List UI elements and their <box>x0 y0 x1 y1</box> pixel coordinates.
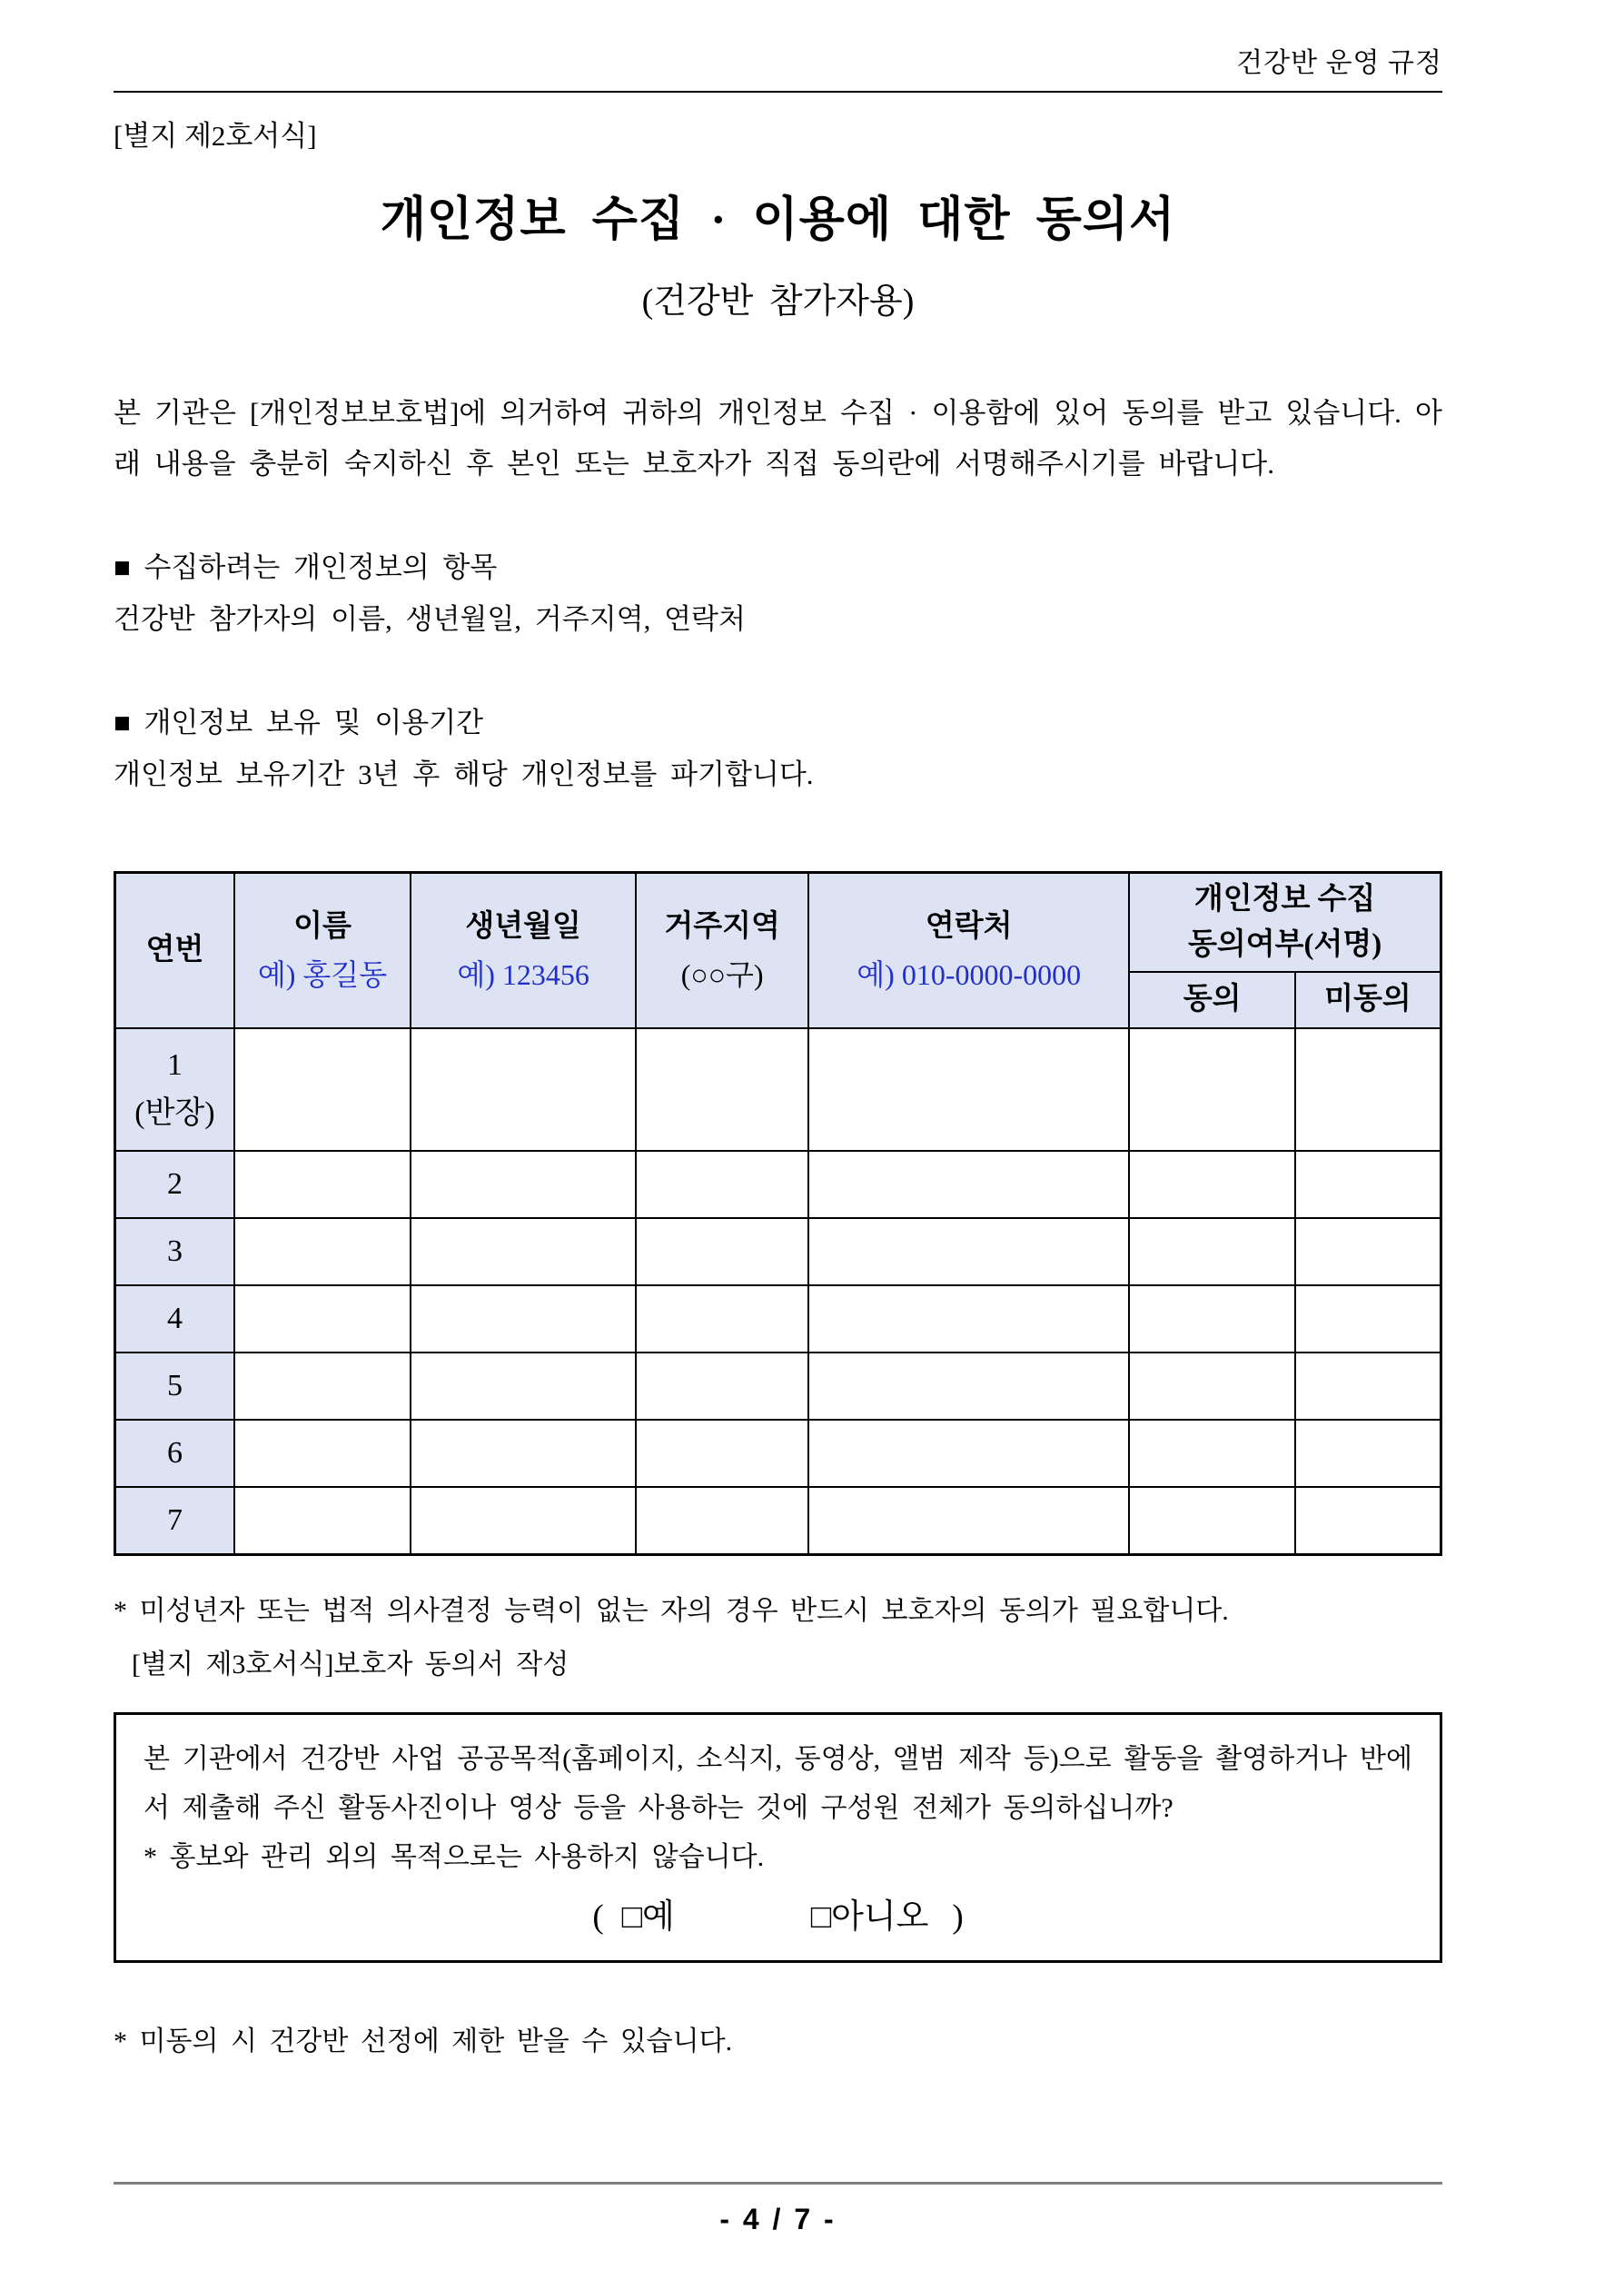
table-cell-empty <box>636 1420 808 1487</box>
col-header-label: 생년월일 <box>465 909 581 943</box>
table-cell-empty <box>1295 1487 1441 1554</box>
col-header-example: 예) 홍길동 <box>257 958 388 992</box>
table-cell-empty <box>234 1420 411 1487</box>
table-cell-empty <box>234 1151 411 1218</box>
header-right-text: 건강반 운영 규정 <box>1236 48 1442 78</box>
row-number-cell <box>115 1028 234 1151</box>
table-cell-empty <box>411 1353 636 1420</box>
section-retention-period <box>114 697 1442 801</box>
table-cell-empty <box>808 1218 1129 1285</box>
table-cell-empty <box>234 1353 411 1420</box>
col-header-label: 연락처 <box>925 909 1013 943</box>
page-subtitle: (건강반 참가자용) <box>641 282 915 321</box>
table-row <box>115 1218 1441 1285</box>
col-header-example: 예) 010-0000-0000 <box>857 958 1082 992</box>
table-cell-empty <box>808 1420 1129 1487</box>
section-body: 개인정보 보유기간 3년 후 해당 개인정보를 파기합니다. <box>114 758 814 790</box>
section-collected-items <box>114 541 1442 646</box>
table-cell-empty <box>411 1420 636 1487</box>
option-no <box>811 1888 929 1948</box>
table-cell-empty <box>808 1028 1129 1151</box>
col-header-name <box>234 873 411 1029</box>
page-number: - 4 / 7 - <box>719 2203 837 2235</box>
document-header <box>114 47 1442 80</box>
table-cell-empty <box>636 1151 808 1218</box>
checkbox-no-icon: □ <box>810 1898 832 1936</box>
option-yes-label: 예 <box>642 1898 675 1936</box>
table-cell-empty <box>411 1487 636 1554</box>
table-cell-empty <box>1295 1218 1441 1285</box>
table-row <box>115 1353 1441 1420</box>
table-cell-empty <box>1295 1353 1441 1420</box>
table-cell-empty <box>234 1285 411 1353</box>
page-title: 개인정보 수집 · 이용에 대한 동의서 <box>380 194 1176 246</box>
note-guardian-consent: * 미성년자 또는 법적 의사결정 능력이 없는 자의 경우 반드시 보호자의 동의가 필요합니다. <box>114 1595 1229 1626</box>
table-row <box>115 1420 1441 1487</box>
col-header-number <box>115 873 234 1029</box>
row-number-cell: 2 <box>115 1151 234 1218</box>
col-header-consent-group: 개인정보 수집 동의여부(서명) <box>1129 873 1441 973</box>
checkbox-yes-icon: □ <box>621 1898 642 1936</box>
table-cell-empty <box>636 1285 808 1353</box>
table-row <box>115 1151 1441 1218</box>
col-header-agree: 동의 <box>1129 972 1295 1028</box>
option-no-label: 아니오 <box>831 1898 929 1936</box>
option-yes <box>622 1888 675 1948</box>
table-cell-empty <box>234 1028 411 1151</box>
footer-rule <box>114 2182 1442 2185</box>
table-cell-empty <box>1295 1028 1441 1151</box>
table-cell-empty <box>636 1218 808 1285</box>
table-cell-empty <box>1129 1218 1295 1285</box>
media-consent-box <box>114 1712 1442 1964</box>
col-header-disagree: 미동의 <box>1295 972 1441 1028</box>
table-cell-empty <box>411 1218 636 1285</box>
table-cell-empty <box>1129 1353 1295 1420</box>
row-number-cell: 3 <box>115 1218 234 1285</box>
options-close-paren: ) <box>952 1898 964 1936</box>
col-header-label: 이름 <box>293 909 352 943</box>
note-selection-restriction: * 미동의 시 건강반 선정에 제한 받을 수 있습니다. <box>114 2026 733 2057</box>
row-number: 1 <box>166 1048 183 1082</box>
form-tag: [별지 제2호서식] <box>114 120 317 152</box>
media-consent-options <box>144 1888 1412 1948</box>
media-consent-disclaimer: * 홍보와 관리 외의 목적으로는 사용하지 않습니다. <box>144 1841 765 1872</box>
table-cell-empty <box>411 1028 636 1151</box>
table-cell-empty <box>808 1151 1129 1218</box>
table-cell-empty <box>411 1151 636 1218</box>
row-number-cell: 5 <box>115 1353 234 1420</box>
col-header-birthdate <box>411 873 636 1029</box>
consent-table <box>114 871 1442 1556</box>
table-cell-empty <box>1295 1151 1441 1218</box>
table-cell-empty <box>636 1353 808 1420</box>
intro-paragraph: 본 기관은 [개인정보보호법]에 의거하여 귀하의 개인정보 수집 · 이용함에 있어 동의를 받고 있습니다. 아래 내용을 충분히 숙지하신 후 본인 또는 보호자가 직접 동의란에 서명해주시기를 바랍니다. <box>114 397 1442 481</box>
table-cell-empty <box>808 1353 1129 1420</box>
header-rule <box>114 91 1442 93</box>
section-body: 건강반 참가자의 이름, 생년월일, 거주지역, 연락처 <box>114 603 746 636</box>
col-header-example: 예) 123456 <box>457 958 589 992</box>
table-cell-empty <box>808 1285 1129 1353</box>
table-row <box>115 1487 1441 1554</box>
options-open-paren: ( <box>592 1898 604 1936</box>
col-header-label: 연번 <box>145 933 204 966</box>
row-note: (반장) <box>134 1095 215 1130</box>
table-cell-empty <box>808 1487 1129 1554</box>
section-heading: ■ 개인정보 보유 및 이용기간 <box>114 706 484 738</box>
table-cell-empty <box>1129 1487 1295 1554</box>
table-cell-empty <box>1129 1420 1295 1487</box>
col-header-residence <box>636 873 808 1029</box>
table-cell-empty <box>1129 1028 1295 1151</box>
col-header-contact <box>808 873 1129 1029</box>
table-cell-empty <box>1295 1285 1441 1353</box>
table-cell-empty <box>1129 1285 1295 1353</box>
table-cell-empty <box>234 1218 411 1285</box>
table-cell-empty <box>1295 1420 1441 1487</box>
col-header-example: (○○구) <box>680 958 764 992</box>
note-form3-reference: [별지 제3호서식]보호자 동의서 작성 <box>132 1649 569 1680</box>
table-cell-empty <box>411 1285 636 1353</box>
table-row <box>115 1285 1441 1353</box>
row-number-cell: 4 <box>115 1285 234 1353</box>
section-heading: ■ 수집하려는 개인정보의 항목 <box>114 550 498 583</box>
table-cell-empty <box>234 1487 411 1554</box>
row-number-cell: 7 <box>115 1487 234 1554</box>
table-cell-empty <box>636 1487 808 1554</box>
media-consent-question: 본 기관에서 건강반 사업 공공목적(홈페이지, 소식지, 동영상, 앨범 제작 등)으로 활동을 촬영하거나 반에서 제출해 주신 활동사진이나 영상 등을 사용하는 것에 구성원 전체가 동의하십니까? <box>144 1743 1412 1823</box>
page-footer <box>114 2182 1442 2236</box>
table-row <box>115 1028 1441 1151</box>
col-header-label: 거주지역 <box>664 909 780 943</box>
table-cell-empty <box>1129 1151 1295 1218</box>
table-cell-empty <box>636 1028 808 1151</box>
row-number-cell: 6 <box>115 1420 234 1487</box>
